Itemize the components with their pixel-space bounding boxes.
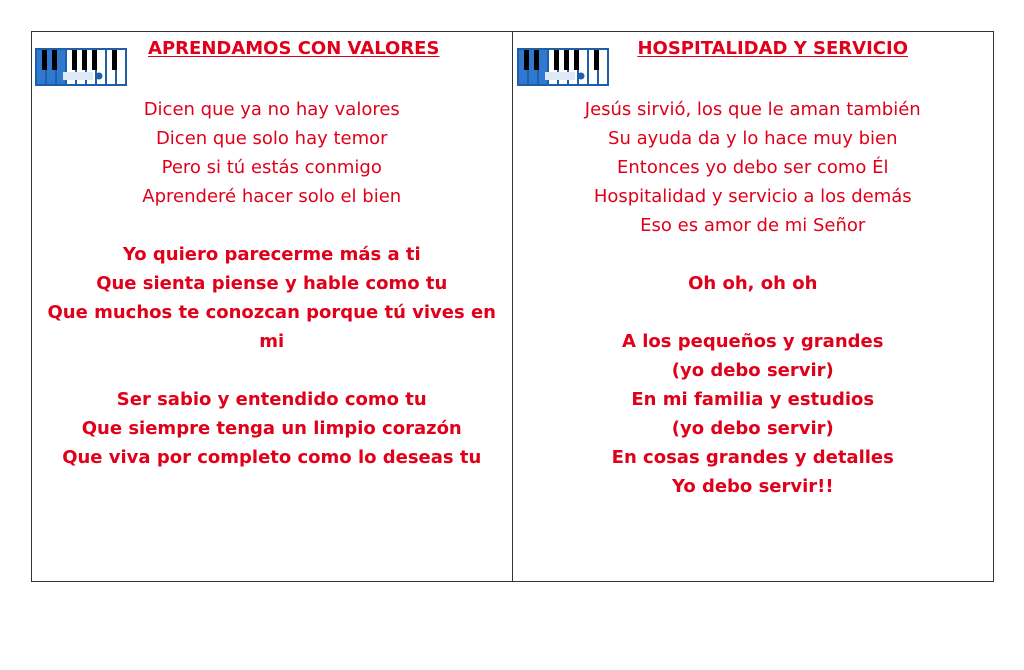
lyric-line: (yo debo servir) (671, 418, 834, 439)
left-cell (32, 32, 513, 581)
lyrics-table (31, 31, 994, 582)
lyric-line: En cosas grandes y detalles (611, 447, 894, 468)
lyric-line: Jesús sirvió, los que le aman también (584, 99, 921, 120)
blank-line (513, 298, 994, 327)
lyric-line: mi (259, 331, 285, 352)
lyric-line: Oh oh, oh oh (688, 273, 818, 294)
lyric-line: Yo quiero parecerme más a ti (122, 244, 421, 265)
lyric-line: Aprenderé hacer solo el bien (142, 186, 402, 207)
lyric-line: Eso es amor de mi Señor (640, 215, 866, 236)
lyric-line: Que sienta piense y hable como tu (96, 273, 448, 294)
lyric-line: A los pequeños y grandes (622, 331, 884, 352)
lyric-line: Dicen que solo hay temor (155, 128, 388, 149)
lyric-line: Que viva por completo como lo deseas tu (62, 447, 482, 468)
lyrics-right (513, 95, 994, 501)
song-title-left: APRENDAMOS CON VALORES (148, 38, 440, 59)
right-cell (513, 32, 994, 581)
lyric-line: (yo debo servir) (671, 360, 834, 381)
lyric-line: Dicen que ya no hay valores (143, 99, 400, 120)
blank-line (32, 211, 512, 240)
lyric-line: Ser sabio y entendido como tu (116, 389, 427, 410)
lyric-line: Yo debo servir!! (671, 476, 834, 497)
lyric-line: Hospitalidad y servicio a los demás (593, 186, 912, 207)
lyric-line: En mi familia y estudios (631, 389, 875, 410)
lyrics-left (32, 95, 512, 472)
lyric-line: Pero si tú estás conmigo (161, 157, 382, 178)
blank-line (513, 240, 994, 269)
lyric-line: Que muchos te conozcan porque tú vives en (47, 302, 496, 323)
song-title-right: HOSPITALIDAD Y SERVICIO (637, 38, 909, 59)
blank-line (32, 356, 512, 385)
lyric-line: Entonces yo debo ser como Él (616, 157, 889, 178)
lyric-line: Que siempre tenga un limpio corazón (81, 418, 462, 439)
lyric-line: Su ayuda da y lo hace muy bien (608, 128, 898, 149)
